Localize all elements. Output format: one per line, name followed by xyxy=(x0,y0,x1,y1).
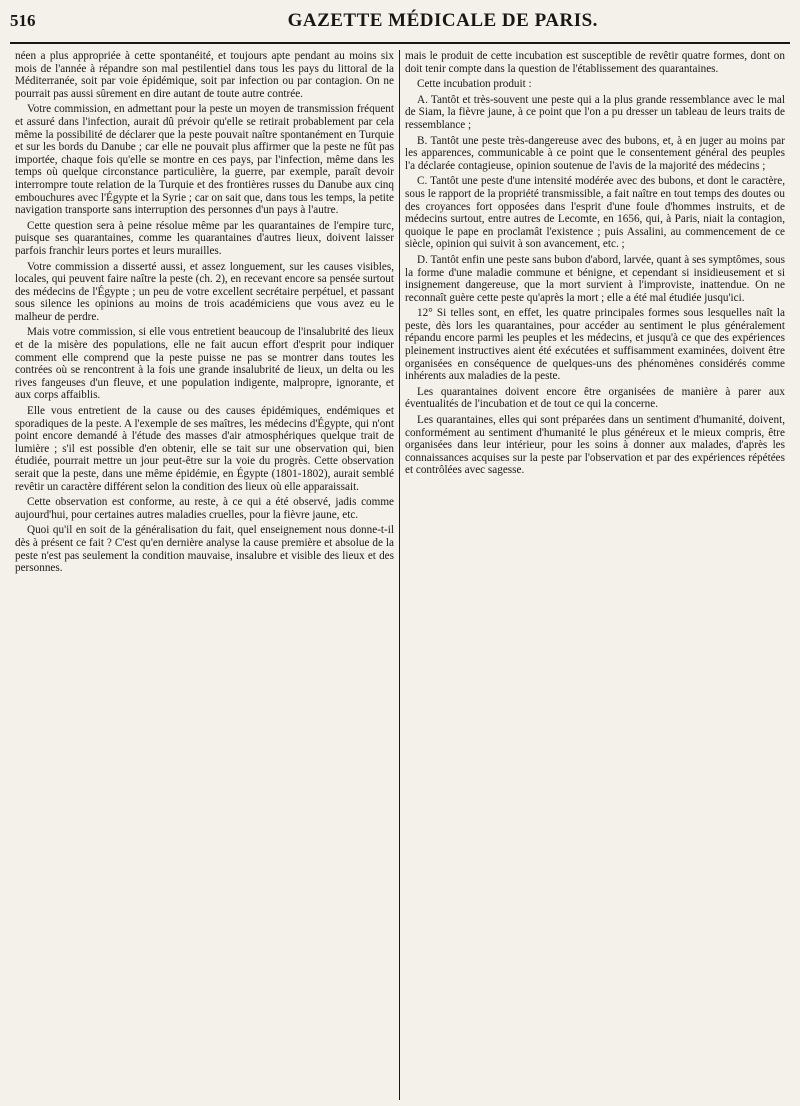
paragraph: Quoi qu'il en soit de la généralisation du fait, quel enseignement nous donne-t-il dès à présent ce fait ? C'est qu'en dernière analyse la cause première et absolue de la peste n'est pas seulement la condition mauvaise, insalubre et visible des lieux et des personnes. xyxy=(15,524,394,575)
page-number: 516 xyxy=(10,11,36,30)
left-column xyxy=(10,50,400,1100)
journal-title: GAZETTE MÉDICALE DE PARIS. xyxy=(287,10,598,31)
paragraph: Cette incubation produit : xyxy=(417,78,532,91)
paragraph: Cette question sera à peine résolue même par les quarantaines de l'empire turc, puisque ses quarantaines, comme les quarantaines d'autres lieux, doivent laisser parfois franchir leurs portes et leurs murailles. xyxy=(15,219,394,257)
paragraph: Les quarantaines doivent encore être organisées de manière à parer aux éventualités de l'incubation et de tout ce qui la concerne. xyxy=(405,385,785,411)
paragraph: néen a plus appropriée à cette spontanéité, et toujours apte pendant au moins six mois de l'année à répandre son mal pestilentiel dans tous les pays du littoral de la Méditerranée, soit par voie épidémique, soit par infection ou par contagion. On ne pourrait pas aussi sûrement en dire autant de toute autre contrée. xyxy=(15,50,394,100)
paragraph: B. Tantôt une peste très-dangereuse avec des bubons, et, à en juger au moins par les apparences, communicable à ce point que le consentement général des peuples l'a déclarée contagieuse, opinion soutenue de l'avis de la majorité des médecins ; xyxy=(405,134,785,172)
right-column xyxy=(400,50,790,1100)
paragraph: Cette observation est conforme, au reste, à ce qui a été observé, jadis comme aujourd'hui, pour certaines autres maladies cruelles, pour la fièvre jaune, etc. xyxy=(15,496,394,521)
paragraph: A. Tantôt et très-souvent une peste qui a la plus grande ressemblance avec le mal de Siam, la fièvre jaune, à ce point que l'on a pu dresser un tableau de leurs traits de ressemblance ; xyxy=(405,93,785,131)
paragraph: Elle vous entretient de la cause ou des causes épidémiques, endémiques et sporadiques de la peste. A l'exemple de ses maîtres, les médecins d'Égypte, qui n'ont point encore demandé à l'étude des masses d'air atmosphériques quelque trait de lumière ; s'il est possible d'en obtenir, elle se tait sur une observation qui, bien étudiée, pourrait mettre un jour peut-être sur la voie du progrès. Cette observation serait que la peste, dans une même épidémie, en Égypte (1801-1802), aurait semblé revêtir un caractère différent selon la condition des lieux où elle apparaissait. xyxy=(15,405,394,493)
paragraph: Votre commission a disserté aussi, et assez longuement, sur les causes visibles, locales, qui peuvent faire naître la peste (ch. 2), en recevant encore sa pensée surtout des médecins de l'Égypte ; un peu de votre excellent secrétaire perpétuel, et passant sous silence les opinions au moins de trois académiciens que vous avez eu le malheur de perdre. xyxy=(15,260,394,323)
paragraph: Mais votre commission, si elle vous entretient beaucoup de l'insalubrité des lieux et de la misère des populations, elle ne fait aucun effort d'esprit pour indiquer comment elle comprend que la peste puisse ne pas se montrer dans toutes les contrées où se rencontrent à la fois une grande insalubrité de lieux, un delta ou les rives fangeuses d'un fleuve, et une population indigente, malpropre, ignorante, et aux corps affaiblis. xyxy=(15,326,394,402)
paragraph: mais le produit de cette incubation est susceptible de revêtir quatre formes, dont on doit tenir compte dans la question de l'établissement des quarantaines. xyxy=(405,50,785,75)
paragraph: 12° Si telles sont, en effet, les quatre principales formes sous lesquelles naît la peste, dès lors les quarantaines, pour accéder au sentiment le plus généralement répandu encore parmi les peuples et les médecins, et jusqu'à ce que des expériences pleinement instructives aient été exécutées et suffisamment examinées, doivent être organisées en conséquence de quelques-uns des phénomènes considérés comme inhérents aux maladies de la peste. xyxy=(405,307,785,383)
text-columns xyxy=(10,50,790,1100)
paragraph: C. Tantôt une peste d'une intensité modérée avec des bubons, et dont le caractère, sous le rapport de la propriété transmissible, a fait naître en tout temps des doutes ou des croyances fort opposées dans l'esprit d'une foule d'hommes instruits, et de médecins surtout, entre autres de Lecomte, en 1656, qui, à Paris, niait la contagion, quoique le pape en proclamât l'existence ; puis Assalini, au commencement de ce siècle, opinion qui suivit à son avancement, etc. ; xyxy=(405,175,785,251)
paragraph: D. Tantôt enfin une peste sans bubon d'abord, larvée, quant à ses symptômes, sous la forme d'une maladie commune et bénigne, et cependant si insidieusement et si insignement dangereuse, que la mort survient à l'improviste, inattendue. On ne reconnaît guère cette peste qu'après la mort ; elle a été mal étudiée jusqu'ici. xyxy=(405,253,785,304)
paragraph: Votre commission, en admettant pour la peste un moyen de transmission fréquent et assuré dans l'infection, aurait dû prévoir qu'elle se retirait probablement par cela même la possibilité de déclarer que la peste pouvait naître spontanément en Turquie et sur les bords du Danube ; car elle ne pouvait plus affirmer que la peste ne fût pas importée, chaque fois qu'elle se montre en ces pays, par l'infection, même dans les temps où quelque circonstance particulière, la guerre, par exemple, paraît devoir interrompre toute relation de la Turquie et des frontières russes du Danube aux cinq embouchures avec l'Égypte et la Syrie ; car on sait que, dans tous les temps, la petite navigation transporte sans interruption des personnes d'un pays à l'autre. xyxy=(15,103,394,217)
page-header xyxy=(10,10,790,44)
paragraph: Les quarantaines, elles qui sont préparées dans un sentiment d'humanité, doivent, conformément au sentiment d'humanité le plus généreux et le mieux compris, être organisées dans leur intérieur, pour les soins à donner aux malades, d'après les connaissances acquises sur la peste par l'observation et par des expériences répétées et contrôlées avec sagesse. xyxy=(405,414,785,477)
